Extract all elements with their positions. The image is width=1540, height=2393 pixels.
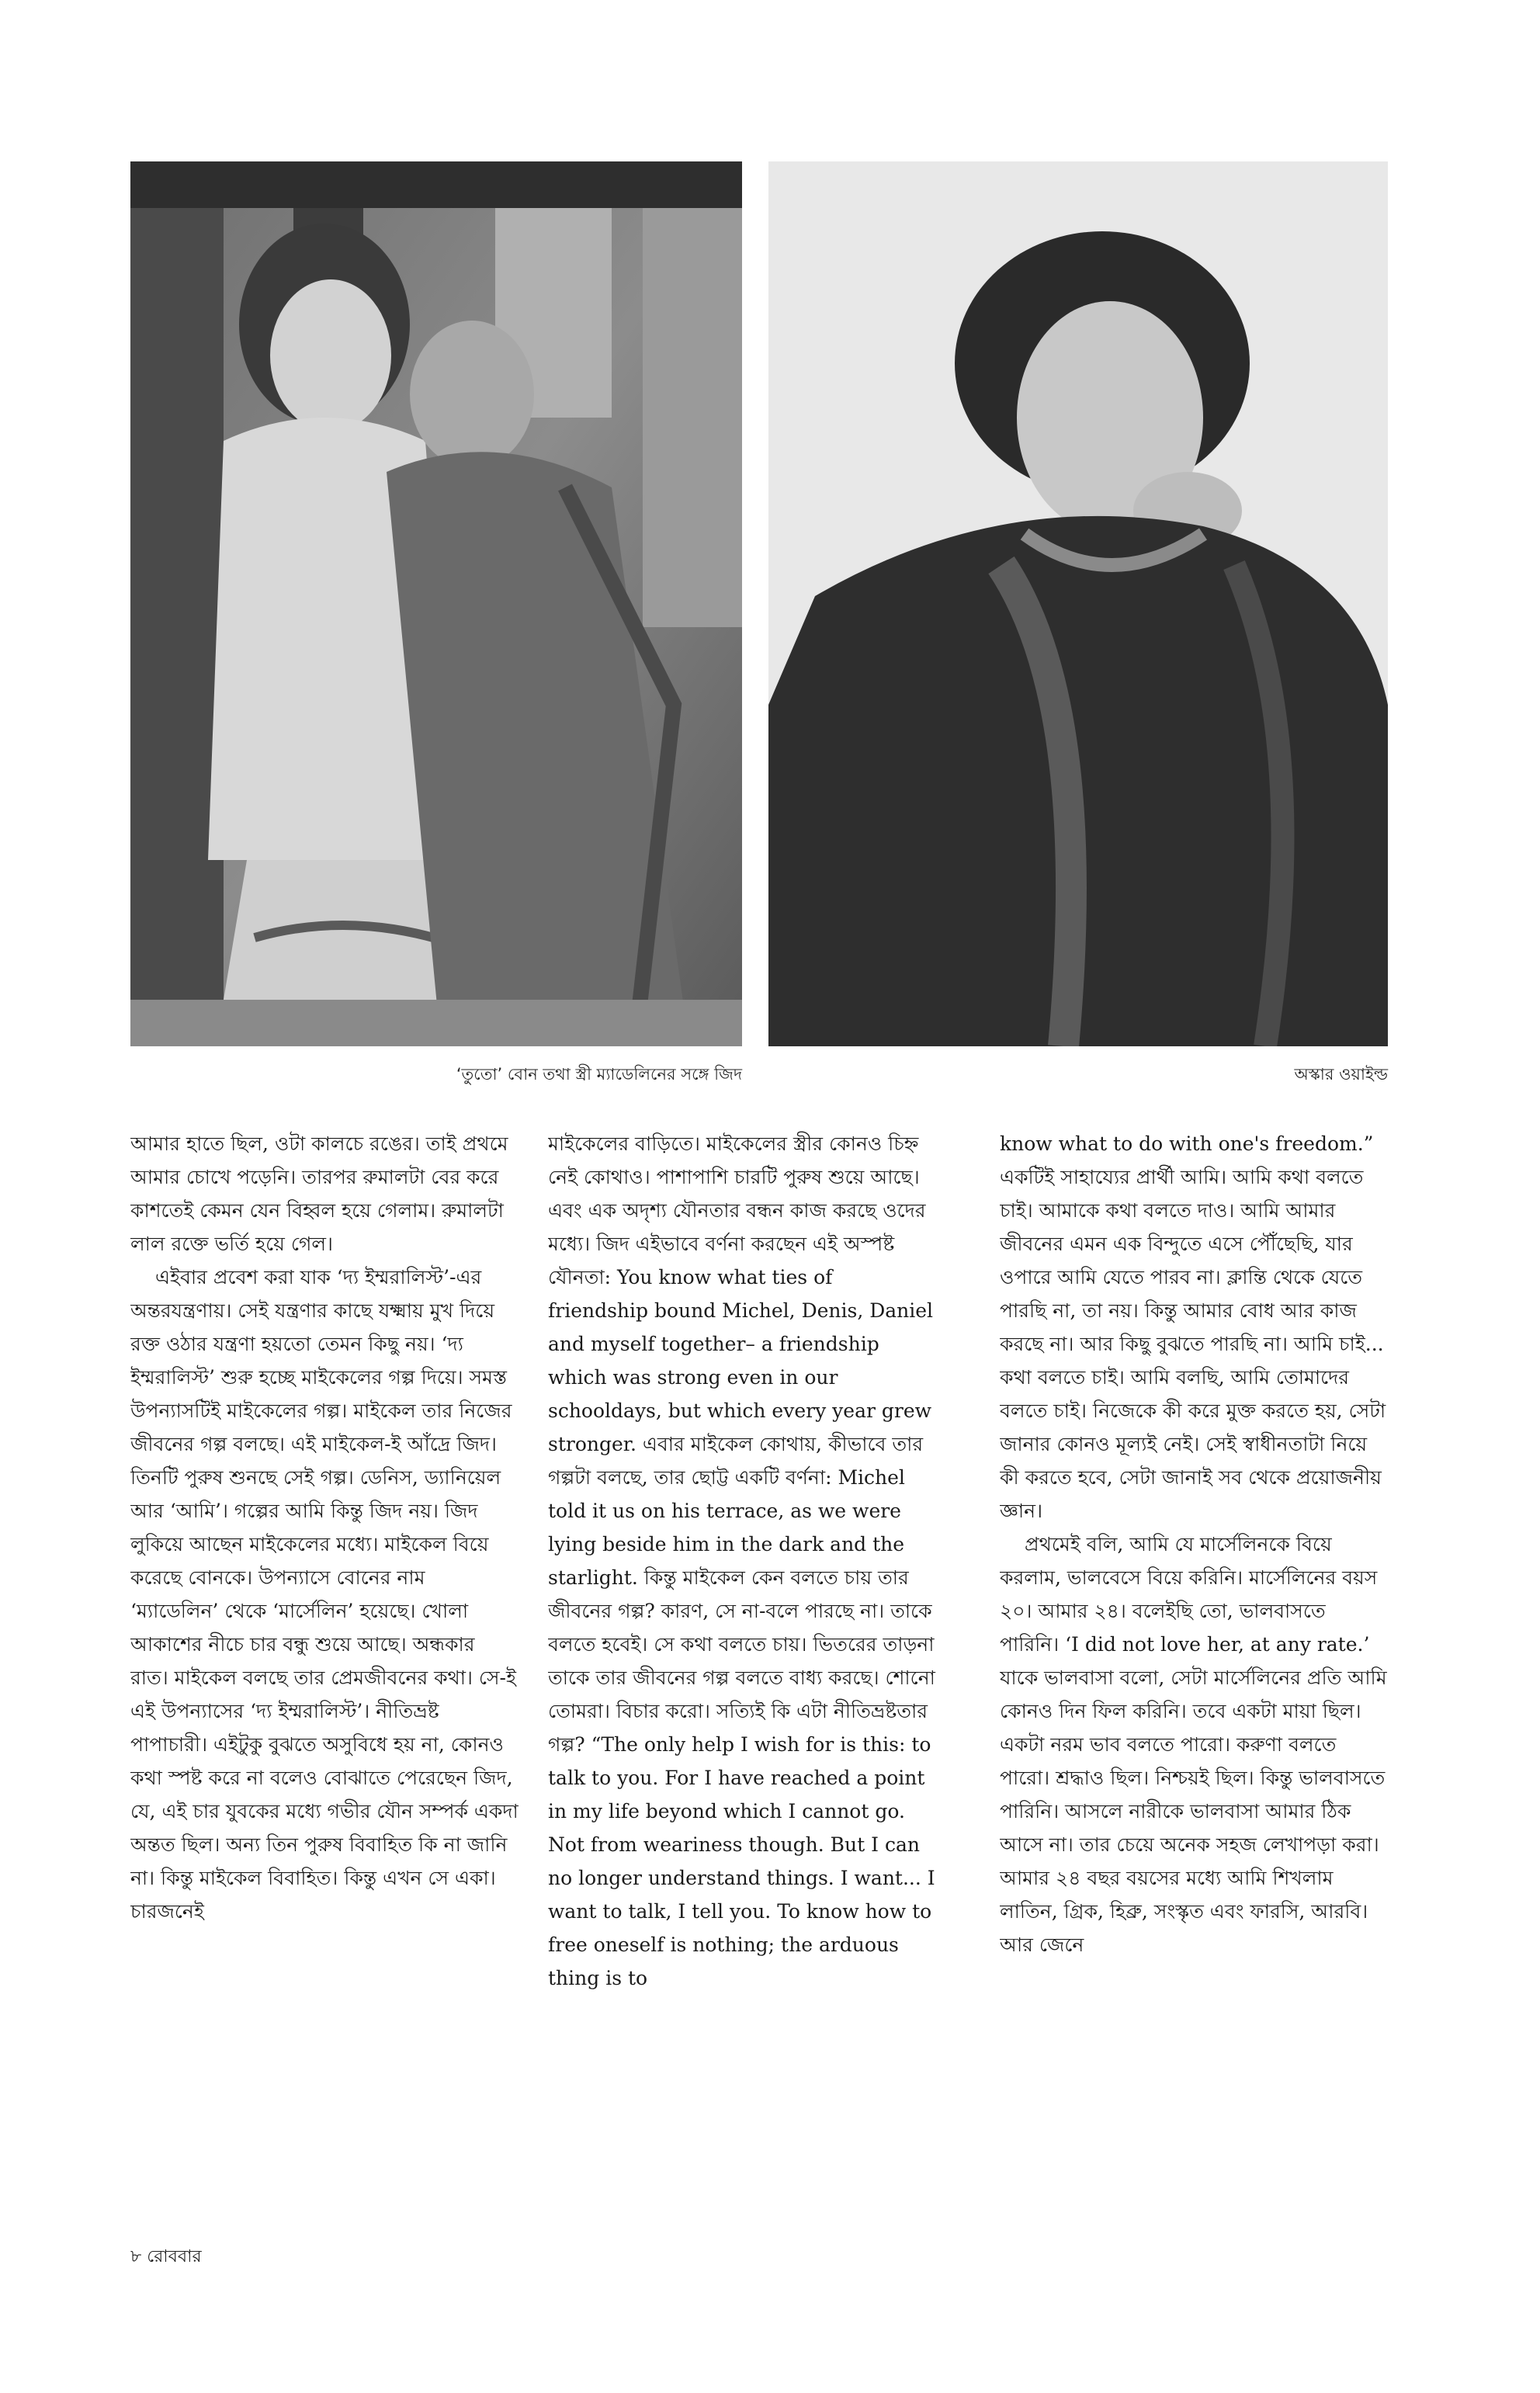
photo-caption-left: ‘তুতো’ বোন তথা স্ত্রী ম্যাডেলিনের সঙ্গে জিদ [456, 1065, 742, 1084]
photo-gide-madeleine-image [130, 161, 742, 1046]
article-paragraph: প্রথমেই বলি, আমি যে মার্সেলিনকে বিয়ে করলাম, ভালবেসে বিয়ে করিনি। মার্সেলিনের বয়স ২০। আমার ২৪। বলেইছি তো, ভালবাসতে পারিনি। ‘I did not love her, at any rate.’ যাকে ভালবাসা বলো, সেটা মার্সেলিনের প্রতি আমি কোনও দিন ফিল করিনি। তবে একটা মায়া ছিল। একটা নরম ভাব বলতে পারো। করুণা বলতে পারো। শ্রদ্ধাও ছিল। নিশ্চয়ই ছিল। কিন্তু ভালবাসতে পারিনি। আসলে নারীকে ভালবাসা আমার ঠিক আসে না। তার চেয়ে অনেক সহজ লেখাপড়া করা। আমার ২৪ বছর বয়সের মধ্যে আমি শিখলাম লাতিন, গ্রিক, হিব্রু, সংস্কৃত এবং ফারসি, আরবি। আর জেনে [1000, 1533, 1387, 1956]
photo-gide-madeleine [130, 161, 742, 1046]
article-column-3 [1000, 1127, 1388, 2175]
article-paragraph: মাইকেলের বাড়িতে। মাইকেলের স্ত্রীর কোনও চিহ্ন নেই কোথাও। পাশাপাশি চারটি পুরুষ শুয়ে আছে। এবং এক অদৃশ্য যৌনতার বন্ধন কাজ করছে ওদের মধ্যে। জিদ এইভাবে বর্ণনা করছেন এই অস্পষ্ট যৌনতা: You know what ties of friendship bound Michel, Denis, Daniel and myself together– a friendship which was strong even in our schooldays, but which every year grew stronger. এবার মাইকেল কোথায়, কীভাবে তার গল্পটা বলছে, তার ছোট্ট একটি বর্ণনা: Michel told it us on his terrace, as we were lying beside him in the dark and the starlight. কিন্তু মাইকেল কেন বলতে চায় তার জীবনের গল্প? কারণ, সে না-বলে পারছে না। তাকে বলতে হবেই। সে কথা বলতে চায়। ভিতরের তাড়না তাকে তার জীবনের গল্প বলতে বাধ্য করছে। শোনো তোমরা। বিচার করো। সত্যিই কি এটা নীতিভ্রষ্টতার গল্প? “The only help I wish for is this: to talk to you. For I have reached a point in my life beyond which I cannot go. Not from weariness though. But I can no longer understand things. I want... I want to talk, I tell you. To know how to free oneself is nothing; the arduous thing is to [548, 1132, 935, 1989]
article-column-1 [130, 1127, 519, 2175]
article-paragraph: আমার হাতে ছিল, ওটা কালচে রঙের। তাই প্রথমে আমার চোখে পড়েনি। তারপর রুমালটা বের করে কাশতেই কেমন যেন বিহ্বল হয়ে গেলাম। রুমালটা লাল রক্তে ভর্তি হয়ে গেল। [130, 1132, 508, 1255]
article-paragraph: এইবার প্রবেশ করা যাক ‘দ্য ইম্মরালিস্ট’-এর অন্তরযন্ত্রণায়। সেই যন্ত্রণার কাছে যক্ষ্মায় মুখ দিয়ে রক্ত ওঠার যন্ত্রণা হয়তো তেমন কিছু নয়। ‘দ্য ইম্মরালিস্ট’ শুরু হচ্ছে মাইকেলের গল্প দিয়ে। সমস্ত উপন্যাসটিই মাইকেলের গল্প। মাইকেল তার নিজের জীবনের গল্প বলছে। এই মাইকেল-ই আঁদ্রে জিদ। তিনটি পুরুষ শুনছে সেই গল্প। ডেনিস, ড্যানিয়েল আর ‘আমি’। গল্পের আমি কিন্তু জিদ নয়। জিদ লুকিয়ে আছেন মাইকেলের মধ্যে। মাইকেল বিয়ে করেছে বোনকে। উপন্যাসে বোনের নাম ‘ম্যাডেলিন’ থেকে ‘মার্সেলিন’ হয়েছে। খোলা আকাশের নীচে চার বন্ধু শুয়ে আছে। অন্ধকার রাত। মাইকেল বলছে তার প্রেমজীবনের কথা। সে-ই এই উপন্যাসের ‘দ্য ইম্মরালিস্ট’। নীতিভ্রষ্ট পাপাচারী। এইটুকু বুঝতে অসুবিধে হয় না, কোনও কথা স্পষ্ট করে না বলেও বোঝাতে পেরেছেন জিদ, যে, এই চার যুবকের মধ্যে গভীর যৌন সম্পর্ক একদা অন্তত ছিল। অন্য তিন পুরুষ বিবাহিত কি না জানি না। কিন্তু মাইকেল বিবাহিত। কিন্তু এখন সে একা। চারজনেই [130, 1266, 519, 1923]
page-folio: ৮ রোববার [130, 2247, 202, 2266]
article-column-2 [548, 1127, 936, 2175]
article-paragraph: know what to do with one's freedom.” একটিই সাহায্যের প্রার্থী আমি। আমি কথা বলতে চাই। আমাকে কথা বলতে দাও। আমি আমার জীবনের এমন এক বিন্দুতে এসে পৌঁছেছি, যার ওপারে আমি যেতে পারব না। ক্লান্তি থেকে যেতে পারছি না, তা নয়। কিন্তু আমার বোধ আর কাজ করছে না। আর কিছু বুঝতে পারছি না। আমি চাই... কথা বলতে চাই। আমি বলছি, আমি তোমাদের বলতে চাই। নিজেকে কী করে মুক্ত করতে হয়, সেটা জানার কোনও মূল্যই নেই। সেই স্বাধীনতাটা নিয়ে কী করতে হবে, সেটা জানাই সব থেকে প্রয়োজনীয় জ্ঞান। [1000, 1132, 1386, 1522]
photo-oscar-wilde [768, 161, 1388, 1046]
photo-caption-right: অস্কার ওয়াইল্ড [1294, 1065, 1388, 1084]
photo-oscar-wilde-image [768, 161, 1388, 1046]
